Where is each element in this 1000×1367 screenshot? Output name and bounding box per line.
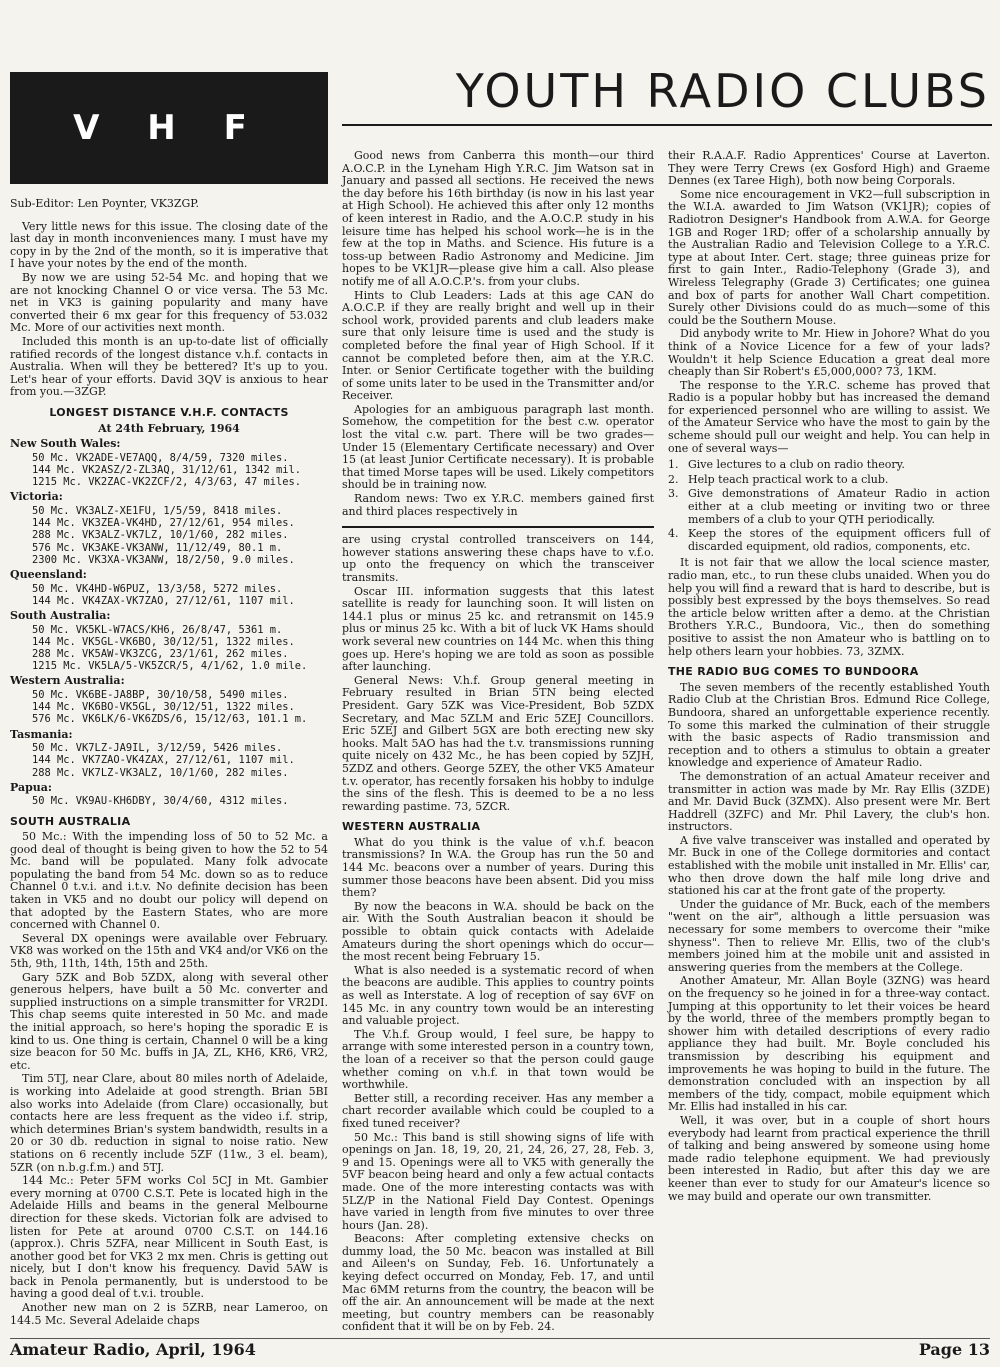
paragraph: A five valve transceiver was installed and operated by Mr. Buck in one of the College dormitories and contact established with the mobile unit installed in Mr. Ellis' car, who then drove down the half mile long drive and stationed his car at the front gate of the property. (668, 833, 990, 898)
record-row: 288 Mc. VK3ALZ-VK7LZ, 10/1/60, 282 miles. (32, 529, 289, 542)
records-heading: LONGEST DISTANCE V.H.F. CONTACTS (49, 405, 289, 419)
paragraph: Better still, a recording receiver. Has any member a chart recorder available which could be coupled to a fixed tuned receiver? (342, 1091, 654, 1130)
record-row: 50 Mc. VK3ALZ-XE1FU, 1/5/59, 8418 miles. (32, 504, 283, 517)
record-row: 144 Mc. VK4ZAX-VK7ZAO, 27/12/61, 1107 mil. (32, 594, 295, 607)
paragraph: The demonstration of an actual Amateur receiver and transmitter in action was made by Mr. Ray Ellis (3ZDE) and Mr. David Buck (3ZMX). Also present were Mr. Bert Haddrell (3ZFC) and Mr. Phil Lavery, the club's hon. instructors. (668, 769, 990, 834)
region-heading: Victoria: (10, 490, 63, 504)
paragraph: 50 Mc.: This band is still showing signs of life with openings on Jan. 18, 19, 20, 21, 24, 26, 27, 28, Feb. 3, 9 and 15. Openings were all to VK5 with generally the 5VF beacon being heard and only a few actual contacts made. One of the more interesting contacts was with 5LZ/P in the National Field Day Contest. Openings have varied in length from five minutes to over three hours (Jan. 28). (342, 1130, 654, 1232)
region-heading: New South Wales: (10, 437, 121, 451)
record-row: 50 Mc. VK7LZ-JA9IL, 3/12/59, 5426 miles. (32, 742, 283, 755)
paragraph: Did anybody write to Mr. Hiew in Johore? What do you think of a Novice Licence for a few of your lads? Wouldn't it help Science Education a great deal more cheaply than Sir Robert's £5,000,000? 73, 1KM. (668, 327, 990, 379)
list-item: 2. Help teach practical work to a club. (668, 472, 889, 486)
bundoora-heading: THE RADIO BUG COMES TO BUNDOORA (668, 665, 919, 679)
subeditor-line: Sub-Editor: Len Poynter, VK3ZGP. (10, 197, 199, 210)
list-item: 1. Give lectures to a club on radio theory. (668, 458, 905, 472)
record-row: 576 Mc. VK3AKE-VK3ANW, 11/12/49, 80.1 m. (32, 541, 283, 554)
list-item: 3. Give demonstrations of Amateur Radio in action either at a club meeting or inviting two or three members of a club to your QTH periodically. (668, 487, 990, 526)
record-row: 50 Mc. VK9AU-KH6DBY, 30/4/60, 4312 miles. (32, 795, 289, 808)
paragraph: The response to the Y.R.C. scheme has proved that Radio is a popular hobby but has increased the demand for experienced personnel who are willing to assist. We of the Amateur Service who have the most to gain by the scheme should pull our weight and help. You can help in one of several ways— (668, 378, 990, 455)
record-row: 144 Mc. VK7ZAO-VK4ZAX, 27/12/61, 1107 mil. (32, 754, 295, 767)
paragraph: Tim 5TJ, near Clare, about 80 miles north of Adelaide, is working into Adelaide at good strength. Brian 5BI also works into Adelaide (from Clare) occasionally, but contacts here are less frequent as the video i.f. strip, which determines Brian's system bandwidth, results in a 20 or 30 db. reduction in signal to noise ratio. New stations on 6 recently include 5ZF (11w., 3 el. beam), 5ZR (on n.b.g.f.m.) and 5TJ. (10, 1072, 328, 1174)
records-date: At 24th February, 1964 (98, 421, 240, 435)
column-middle (342, 149, 655, 1334)
record-row: 288 Mc. VK5AW-VK3ZCG, 23/1/61, 262 miles. (32, 647, 289, 660)
column-right (668, 150, 990, 1323)
paragraph: Random news: Two ex Y.R.C. members gained first and third places respectively in (342, 492, 654, 518)
column-vhf (10, 197, 328, 1327)
paragraph: It is not fair that we allow the local science master, radio man, etc., to run these clubs unaided. When you do help you will find a reward that is hard to describe, but is possibly best expressed by the boys themselves. So read the article below written after a demo. at the Christian Brothers Y.R.C., Bundoora, Vic., then do something positive to assist the non Amateur who is battling on to help others learn your hobbies. 73, 3ZMX. (668, 556, 990, 658)
list-item: 4. Keep the stores of the equipment officers full of discarded equipment, old radios, components, etc. (668, 527, 990, 553)
paragraph: Several DX openings were available over February. VK8 was worked on the 15th and VK4 and/or VK6 on the 5th, 9th, 11th, 14th, 15th and 25th. (10, 931, 328, 971)
record-row: 144 Mc. VK3ZEA-VK4HD, 27/12/61, 954 miles. (32, 517, 295, 530)
record-row: 50 Mc. VK5KL-W7ACS/KH6, 26/8/47, 5361 m. (32, 623, 283, 636)
paragraph: 144 Mc.: Peter 5FM works Col 5CJ in Mt. Gambier every morning at 0700 C.S.T. Pete is located high in the Adelaide Hills and beams in the general Melbourne direction for these skeds. Victorian folk are advised to listen for Pete at around 0700 C.S.T. on 144.16 (approx.). Chris 5ZFA, near Millicent in South East, is another good bet for VK3 2 mx men. Chris is getting out nicely, but I don't know his frequency. David 5AW is back in Penola permanently, but is understood to be having a good deal of t.v.i. trouble. (10, 1174, 328, 1301)
record-row: 144 Mc. VK5GL-VK6BO, 30/12/51, 1322 miles. (32, 635, 295, 648)
paragraph: are using crystal controlled transceivers on 144, however stations answering these chaps have to v.f.o. up onto the frequency on which the transceiver transmits. (342, 533, 654, 584)
record-row: 144 Mc. VK2ASZ/2-ZL3AQ, 31/12/61, 1342 mil. (32, 463, 301, 476)
section-banner-vhf: V H F (10, 72, 328, 184)
column-divider (342, 526, 654, 528)
paragraph: What is also needed is a systematic record of when the beacons are audible. This applies to country points as well as Interstate. A log of reception of say 6VF on 145 Mc. in any country town would be an interesting and valuable project. (342, 963, 654, 1028)
paragraph: 50 Mc.: With the impending loss of 50 to 52 Mc. a good deal of thought is being given to how the 52 to 54 Mc. band will be populated. Many folk advocate populating the band from 54 Mc. down so as to reduce Channel 0 t.v.i. and i.t.v. No definite decision has been taken in VK5 and no doubt our policy will depend on that adopted by the Eastern States, who are more concerned with Channel 0. (10, 830, 328, 932)
paragraph: Included this month is an up-to-date list of officially ratified records of the longest distance v.h.f. contacts in Australia. When will they be bettered? It's up to you. Let's hear of your efforts. David 3QV is anxious to hear from you.—3ZGP. (10, 334, 328, 399)
paragraph: Some nice encouragement in VK2—full subscription in the W.I.A. awarded to Jim Watson (VK1JR); copies of Radiotron Designer's Handbook from A.W.A. for George 1GB and Roger 1RD; offer of a scholarship annually by the Australian Radio and Television College to a Y.R.C. type at about Inter. Cert. stage; three guineas prize for first to gain Inter., Radio-Telephony (Grade 3), and Wireless Telegraphy (Grade 3) Certificates; one guinea and box of parts for another Wall Chart competition. Surely other Divisions could do as much—some of this could be the Southern Mouse. (668, 187, 990, 327)
paragraph: By now we are using 52-54 Mc. and hoping that we are not knocking Channel O or vice versa. The 53 Mc. net in VK3 is gaining popularity and many have converted their 6 mx gear for this frequency of 53.032 Mc. More of our activities next month. (10, 270, 328, 335)
record-row: 50 Mc. VK6BE-JA8BP, 30/10/58, 5490 miles. (32, 688, 289, 701)
paragraph: Hints to Club Leaders: Lads at this age CAN do A.O.C.P. if they are really bright and well up in their school work, provided parents and club leaders make sure that only leisure time is used and the study is completed before the final year of High School. If it cannot be completed before then, aim at the Y.R.C. Inter. or Senior Certificate together with the building of some units later to be used in the Transmitter and/or Receiver. (342, 288, 654, 403)
record-row: 576 Mc. VK6LK/6-VK6ZDS/6, 15/12/63, 101.1 m. (32, 713, 308, 726)
paragraph: Well, it was over, but in a couple of short hours everybody had learnt from practical experience the thrill of talking and being answered by someone using home made radio telephone equipment. We had previously been interested in Radio, but after this day we are keener than ever to study for our Amateur's licence so we may build and operate our own transmitter. (668, 1113, 990, 1203)
region-heading: Papua: (10, 780, 52, 794)
footer-publication: Amateur Radio, April, 1964 (10, 1340, 256, 1359)
region-heading: Queensland: (10, 567, 87, 581)
paragraph: Oscar III. information suggests that this latest satellite is ready for launching soon. It will listen on 144.1 plus or minus 25 kc. and retransmit on 145.9 plus or minus 25 kc. With a bit of luck VK Hams should work several new countries on 144 Mc. when this thing goes up. Here's hoping we are told as soon as possible after launching. (342, 584, 654, 674)
paragraph: What do you think is the value of v.h.f. beacon transmissions? In W.A. the Group has run the 50 and 144 Mc. beacons over a number of years. During this summer those beacons have been absent. Did you miss them? (342, 835, 654, 900)
record-row: 144 Mc. VK6BO-VK5GL, 30/12/51, 1322 miles. (32, 701, 295, 714)
paragraph: Another Amateur, Mr. Allan Boyle (3ZNG) was heard on the frequency so he joined in for a three-way contact. Jumping at this opportunity to let their voices be heard by the world, three of the members promptly began to shower him with detailed descriptions of every radio appliance they had built. Mr. Boyle concluded his transmission by describing his equipment and improvements he was hoping to build in the future. The demonstration concluded with an inspection by all members of the tidy, compact, mobile equipment which Mr. Ellis had installed in his car. (668, 974, 990, 1114)
footer-page-number: Page 13 (918, 1340, 990, 1359)
record-row: 1215 Mc. VK2ZAC-VK2ZCF/2, 4/3/63, 47 miles. (32, 476, 301, 489)
paragraph: Very little news for this issue. The closing date of the last day in month inconveniences many. I must have my copy in by the 2nd of the month, so it is imperative that I have your notes by the end of the month. (10, 219, 328, 271)
paragraph: Another new man on 2 is 5ZRB, near Lameroo, on 144.5 Mc. Several Adelaide chaps (10, 1301, 328, 1327)
region-heading: Western Australia: (10, 674, 125, 688)
paragraph: The V.h.f. Group would, I feel sure, be happy to arrange with some interested person in a country town, the loan of a receiver so that the person could gauge whether coming on v.h.f. in that town would be worthwhile. (342, 1027, 655, 1092)
paragraph: Apologies for an ambiguous paragraph last month. Somehow, the competition for the best c.w. operator lost the vital c.w. part. There will be two grades—Under 15 (Elementary Certificate necessary) and Over 15 (at least Junior Certificate necessary). It is probable that timed Morse tapes will be used. Likely competitors should be in training now. (342, 402, 654, 492)
record-row: 50 Mc. VK2ADE-VE7AQQ, 8/4/59, 7320 miles. (32, 451, 289, 464)
paragraph: The seven members of the recently established Youth Radio Club at the Christian Bros. Edmund Rice College, Bundoora, shared an unforgettable experience recently. To some this marked the culmination of their struggle with the basic aspects of Radio transmission and reception and to others a stimulus to obtain a greater knowledge and experience of Amateur Radio. (668, 680, 990, 770)
record-row: 288 Mc. VK7LZ-VK3ALZ, 10/1/60, 282 miles. (32, 766, 289, 779)
paragraph: Gary 5ZK and Bob 5ZDX, along with several other generous helpers, have built a 50 Mc. converter and supplied instructions on a simple transmitter for VR2DI. This chap seems quite interested in 50 Mc. and made the initial approach, so here's hoping the sporadic E is kind to us. One thing is certain, Channel 0 will be a king size beacon for 50 Mc. buffs in JA, ZL, KH6, KR6, VR2, etc. (10, 970, 328, 1072)
help-list (668, 459, 990, 553)
paragraph: Beacons: After completing extensive checks on dummy load, the 50 Mc. beacon was installed at Bill and Aileen's on Sunday, Feb. 16. Unfortunately a keying defect occurred on Monday, Feb. 17, and until Mac 6MM returns from the country, the beacon will be off the air. An announcement will be made at the next meeting, but country members can be reasonably confident that it will be on by Feb. 24. (342, 1232, 654, 1334)
records-list (10, 438, 328, 807)
paragraph: By now the beacons in W.A. should be back on the air. With the South Australian beacon it should be possible to obtain quick contacts with Adelaide Amateurs during the short openings which do occur—the most recent being February 15. (342, 899, 654, 964)
wa-heading: WESTERN AUSTRALIA (342, 820, 481, 834)
page-footer (10, 1338, 990, 1359)
record-row: 2300 Mc. VK3XA-VK3ANW, 18/2/50, 9.0 miles. (32, 553, 295, 566)
paragraph: Good news from Canberra this month—our third A.O.C.P. in the Lyneham High Y.R.C. Jim Watson sat in January and passed all sections. He received the news the day before his 16th birthday (is now in his last year at High School). He achieved this after only 12 months of keen interest in Radio, and the A.O.C.P. study in his leisure time has helped his school work—he is in the few at the top in Maths. and Science. His future is a toss-up between Radio Astronomy and Medicine. Jim hopes to be VK1JR—please give him a call. Also please notify me of all A.O.C.P.'s. from your clubs. (342, 149, 654, 288)
page-title: YOUTH RADIO CLUBS (455, 64, 990, 118)
paragraph: their R.A.A.F. Radio Apprentices' Course at Laverton. They were Terry Crews (ex Gosford High) and Graeme Dennes (ex Taree High), both now being Corporals. (668, 149, 990, 188)
region-heading: South Australia: (10, 608, 111, 622)
paragraph: General News: V.h.f. Group general meeting in February resulted in Brian 5TN being elected President. Gary 5ZK was Vice-President, Bob 5ZDX Secretary, and Mac 5ZLM and Eric 5ZEJ Councillors. Eric 5ZEJ and Gilbert 5GX are both erecting new sky hooks. Malt 5AO has had the t.v. transmissions running quite nicely on 432 Mc., he has been copied by 5ZJH, 5ZDZ and others. George 5ZEY, the other VK5 Amateur t.v. operator, has recently forsaken his hobby to indulge the sins of the flesh. This is deemed to be a no less rewarding pastime. 73, 5ZCR. (342, 673, 654, 813)
region-heading: Tasmania: (10, 727, 73, 741)
paragraph: Under the guidance of Mr. Buck, each of the members "went on the air", although a little persuasion was necessary for some members to overcome their "mike shyness". Then to relieve Mr. Ellis, two of the club's members joined him at the mobile unit and assisted in answering queries from the members at the College. (668, 897, 990, 974)
title-rule (342, 124, 992, 126)
record-row: 50 Mc. VK4HD-W6PUZ, 13/3/58, 5272 miles. (32, 582, 283, 595)
sa-heading: SOUTH AUSTRALIA (10, 814, 131, 828)
record-row: 1215 Mc. VK5LA/5-VK5ZCR/5, 4/1/62, 1.0 mile. (32, 660, 308, 673)
